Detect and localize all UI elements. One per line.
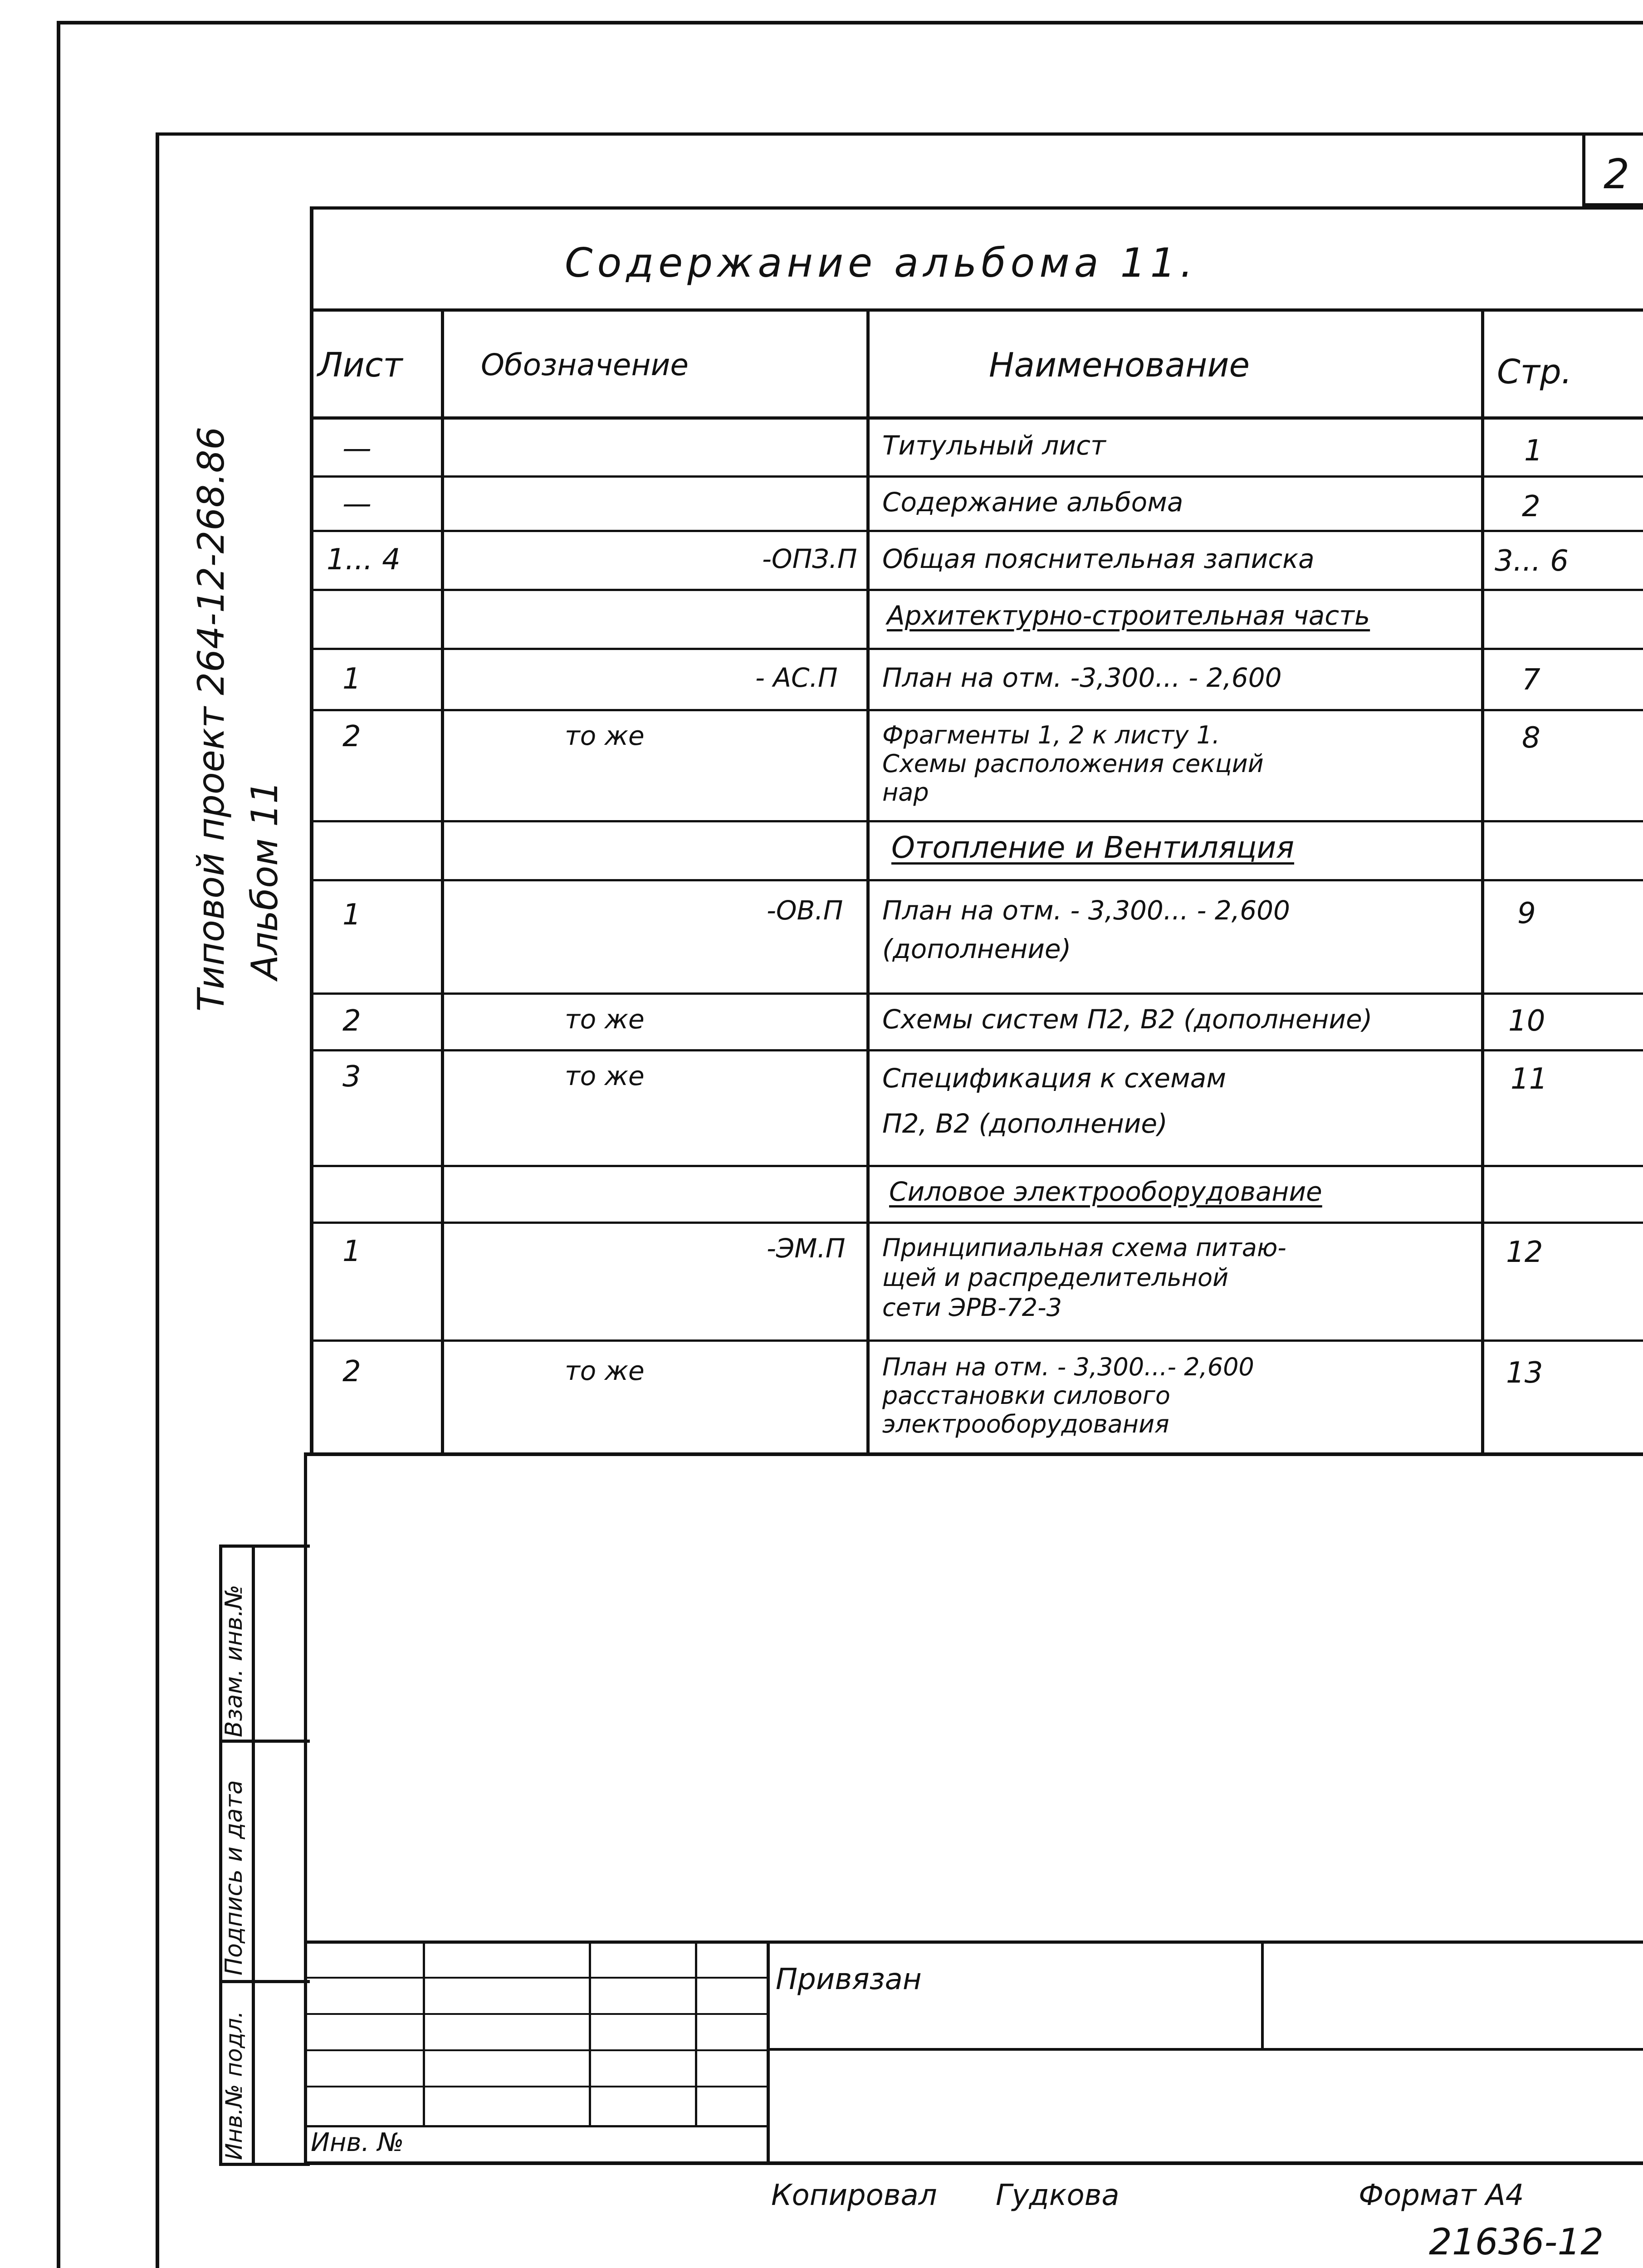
title-block-privyazan: Привязан xyxy=(776,1963,922,1996)
col-header-designation: Обозначение xyxy=(481,347,689,382)
column-header-bottom xyxy=(310,416,1643,420)
table-frame-left xyxy=(310,206,313,1454)
row-designation: то же xyxy=(565,1061,645,1091)
title-block-grid-line xyxy=(304,2013,769,2015)
row-name: Принципиальная схема питаю- xyxy=(882,1233,1286,1262)
row-name: (дополнение) xyxy=(882,934,1071,964)
row-designation: то же xyxy=(565,1004,645,1035)
row-page: 10 xyxy=(1508,1004,1545,1038)
side-stamp-sep-2 xyxy=(219,1980,310,1983)
title-block-right-sep xyxy=(1261,1941,1264,2049)
section-heading: Отопление и Вентиляция xyxy=(891,830,1295,865)
row-name: План на отм. - 3,300...- 2,600 xyxy=(882,1353,1254,1381)
row-sep xyxy=(310,589,1643,591)
footer-copied-label: Копировал xyxy=(771,2179,937,2212)
col-header-sheet: Лист xyxy=(318,346,403,385)
inner-frame-top xyxy=(159,132,1643,136)
row-designation: то же xyxy=(565,1355,645,1386)
row-sheet: 1 xyxy=(342,662,361,696)
row-page: 1 xyxy=(1524,434,1543,468)
inner-frame-left xyxy=(156,132,159,2268)
row-sheet: — xyxy=(342,487,372,521)
row-name: Фрагменты 1, 2 к листу 1. xyxy=(882,721,1220,749)
row-sep xyxy=(310,648,1643,650)
title-block-main-sep xyxy=(767,1941,770,2165)
row-name: П2, В2 (дополнение) xyxy=(882,1108,1168,1139)
row-sheet: 3 xyxy=(342,1060,361,1094)
side-stamp-top xyxy=(219,1545,310,1548)
sheet-number-box-bottom xyxy=(1582,203,1643,206)
row-name: Общая пояснительная записка xyxy=(882,543,1315,574)
table-bottom-line xyxy=(304,1452,1643,1456)
title-block-grid-line xyxy=(304,2049,769,2051)
row-sep xyxy=(310,879,1643,881)
row-sep xyxy=(310,475,1643,478)
row-designation: - АС.П xyxy=(755,662,838,693)
col-header-page: Стр. xyxy=(1497,352,1572,391)
row-designation: -ОВ.П xyxy=(767,895,843,926)
side-stamp-vzam-inv: Взам. инв.№ xyxy=(220,1584,248,1737)
row-designation: -ЭМ.П xyxy=(767,1233,846,1264)
project-stamp-line1: Типовой проект 264-12-268.86 xyxy=(190,426,232,1012)
row-name: Титульный лист xyxy=(882,430,1106,461)
title-block-mid-line xyxy=(767,2048,1643,2051)
row-sheet: 2 xyxy=(342,720,361,753)
row-sheet: 1... 4 xyxy=(327,543,401,577)
title-block-col-sep xyxy=(589,1941,591,2127)
row-sep xyxy=(310,1339,1643,1342)
title-block-col-sep xyxy=(695,1941,697,2127)
row-sheet: — xyxy=(342,432,372,465)
row-sep xyxy=(310,530,1643,532)
row-sheet: 2 xyxy=(342,1004,361,1038)
title-block-inv-no: Инв. № xyxy=(311,2128,404,2157)
row-name: расстановки силового xyxy=(882,1381,1170,1410)
row-page: 12 xyxy=(1506,1236,1543,1269)
row-name: Схемы расположения секций xyxy=(882,749,1264,778)
section-heading: Силовое электрооборудование xyxy=(889,1176,1322,1207)
project-stamp-line2: Альбом 11 xyxy=(244,781,286,980)
row-page: 8 xyxy=(1522,721,1540,755)
row-page: 11 xyxy=(1511,1062,1548,1096)
album-title: Содержание альбома 11. xyxy=(565,240,1198,286)
row-sheet: 1 xyxy=(342,898,361,932)
row-name: сети ЭРВ-72-3 xyxy=(882,1293,1062,1322)
section-heading: Архитектурно-строительная часть xyxy=(887,600,1370,631)
col-sep-1 xyxy=(441,310,444,1454)
sheet-number: 2 xyxy=(1604,151,1630,198)
side-stamp-bottom xyxy=(219,2163,310,2166)
row-sep xyxy=(310,1222,1643,1224)
row-sep xyxy=(310,992,1643,995)
row-page: 3... 6 xyxy=(1495,544,1569,578)
footer-doc-number: 21636-12 xyxy=(1429,2221,1604,2263)
title-block-grid-line xyxy=(304,2086,769,2087)
outer-frame-top xyxy=(57,21,1643,24)
header-line xyxy=(310,308,1643,312)
row-sheet: 1 xyxy=(342,1235,361,1268)
row-sheet: 2 xyxy=(342,1355,361,1388)
row-name: нар xyxy=(882,778,929,807)
table-frame-top xyxy=(310,206,1643,210)
sheet-number-box-left xyxy=(1582,132,1585,206)
side-stamp-col-sep-2 xyxy=(252,1545,255,2166)
footer-copied-name: Гудкова xyxy=(996,2179,1120,2212)
row-name: План на отм. -3,300... - 2,600 xyxy=(882,662,1282,693)
row-sep xyxy=(310,709,1643,711)
title-block-col-sep xyxy=(423,1941,425,2127)
row-designation: то же xyxy=(565,720,645,751)
title-block-top xyxy=(304,1941,1643,1944)
side-stamp-inv-podl: Инв.№ подл. xyxy=(221,2010,247,2160)
side-stamp-sep-1 xyxy=(219,1740,310,1743)
row-name: Схемы систем П2, В2 (дополнение) xyxy=(882,1004,1373,1035)
row-page: 13 xyxy=(1506,1356,1543,1390)
row-name: План на отм. - 3,300... - 2,600 xyxy=(882,895,1290,926)
col-sep-2 xyxy=(866,310,870,1454)
title-block-left xyxy=(304,1454,307,2165)
side-stamp-podpis-data: Подпись и дата xyxy=(220,1780,248,1975)
row-name: электрооборудования xyxy=(882,1410,1169,1438)
row-page: 2 xyxy=(1522,490,1540,523)
outer-frame-left xyxy=(57,21,60,2268)
col-sep-3 xyxy=(1481,310,1484,1454)
row-sep xyxy=(310,1165,1643,1167)
title-block-bottom xyxy=(304,2161,1643,2165)
row-name: Содержание альбома xyxy=(882,487,1183,518)
row-sep xyxy=(310,820,1643,822)
col-header-name: Наименование xyxy=(989,346,1250,385)
row-name: Спецификация к схемам xyxy=(882,1063,1227,1094)
row-page: 9 xyxy=(1517,897,1536,930)
footer-format: Формат А4 xyxy=(1359,2179,1524,2212)
row-designation: -ОПЗ.П xyxy=(762,543,857,574)
row-page: 7 xyxy=(1522,663,1540,697)
row-sep xyxy=(310,1049,1643,1051)
row-name: щей и распределительной xyxy=(882,1263,1229,1292)
title-block-grid-line xyxy=(304,1977,769,1979)
